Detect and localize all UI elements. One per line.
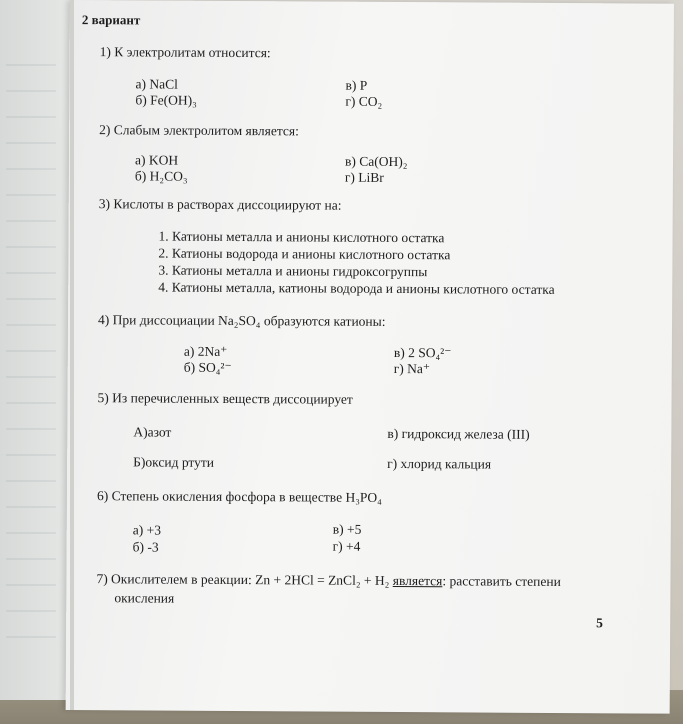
question-7-end: : расставить степени <box>442 573 561 590</box>
question-2: 2) Слабым электролитом является: <box>99 122 299 139</box>
worksheet-page <box>66 0 674 714</box>
q1-option-v: в) P <box>345 77 368 93</box>
q4-option-v: в) 2 SO₄²⁻ <box>393 344 452 361</box>
q1-option-b: б) Fe(OH)₃ <box>135 92 197 108</box>
variant-title: 2 вариант <box>81 12 141 28</box>
q4-option-b: б) SO₄²⁻ <box>183 359 232 375</box>
q3-item-1: 1. Катионы металла и анионы кислотного остатка <box>158 228 445 246</box>
q3-item-3: 3. Катионы металла и анионы гидроксогруппы <box>158 262 428 280</box>
q3-item-2: 2. Катионы водорода и анионы кислотного остатка <box>158 245 451 263</box>
question-5: 5) Из перечисленных веществ диссоциирует <box>97 390 353 407</box>
q6-option-b: б) -3 <box>132 539 159 555</box>
q2-option-g: г) LiBr <box>344 169 384 185</box>
q5-option-a: А)азот <box>133 424 172 440</box>
question-6: 6) Степень окисления фосфора в веществе H₃PO₄ <box>96 488 382 505</box>
question-7 <box>96 571 561 590</box>
question-7-underlined: является <box>392 572 443 589</box>
question-1: 1) К электролитам относится: <box>99 44 271 61</box>
q6-option-g: г) +4 <box>332 538 361 554</box>
q5-option-v: в) гидроксид железа (III) <box>387 425 530 442</box>
q5-option-g: г) хлорид кальция <box>387 455 492 472</box>
q6-option-a: а) +3 <box>132 522 162 538</box>
q2-option-b: б) H₂CO₃ <box>134 168 188 184</box>
q6-option-v: в) +5 <box>332 521 362 537</box>
q2-option-v: в) Ca(OH)₂ <box>344 153 408 170</box>
sheet-edge <box>70 0 74 710</box>
q4-option-g: г) Na⁺ <box>393 360 431 377</box>
question-7-start: 7) Окислителем в реакции: Zn + 2HCl = ZnCl₂ + H₂ <box>96 571 390 588</box>
q2-option-a: а) KOH <box>134 152 179 168</box>
page-number: 5 <box>596 615 604 631</box>
previous-page <box>0 0 73 700</box>
q1-option-a: а) NaCl <box>135 76 178 92</box>
question-4: 4) При диссоциации Na₂SO₄ образуются катионы: <box>98 312 386 329</box>
question-7-line2: окисления <box>114 590 175 606</box>
q5-option-b: Б)оксид ртути <box>133 454 215 470</box>
q1-option-g: г) CO₂ <box>345 93 383 109</box>
question-3: 3) Кислоты в растворах диссоциируют на: <box>98 196 342 213</box>
q3-item-4: 4. Катионы металла, катионы водорода и анионы кислотного остатка <box>158 279 555 297</box>
q4-option-a: а) 2Na⁺ <box>183 343 228 359</box>
